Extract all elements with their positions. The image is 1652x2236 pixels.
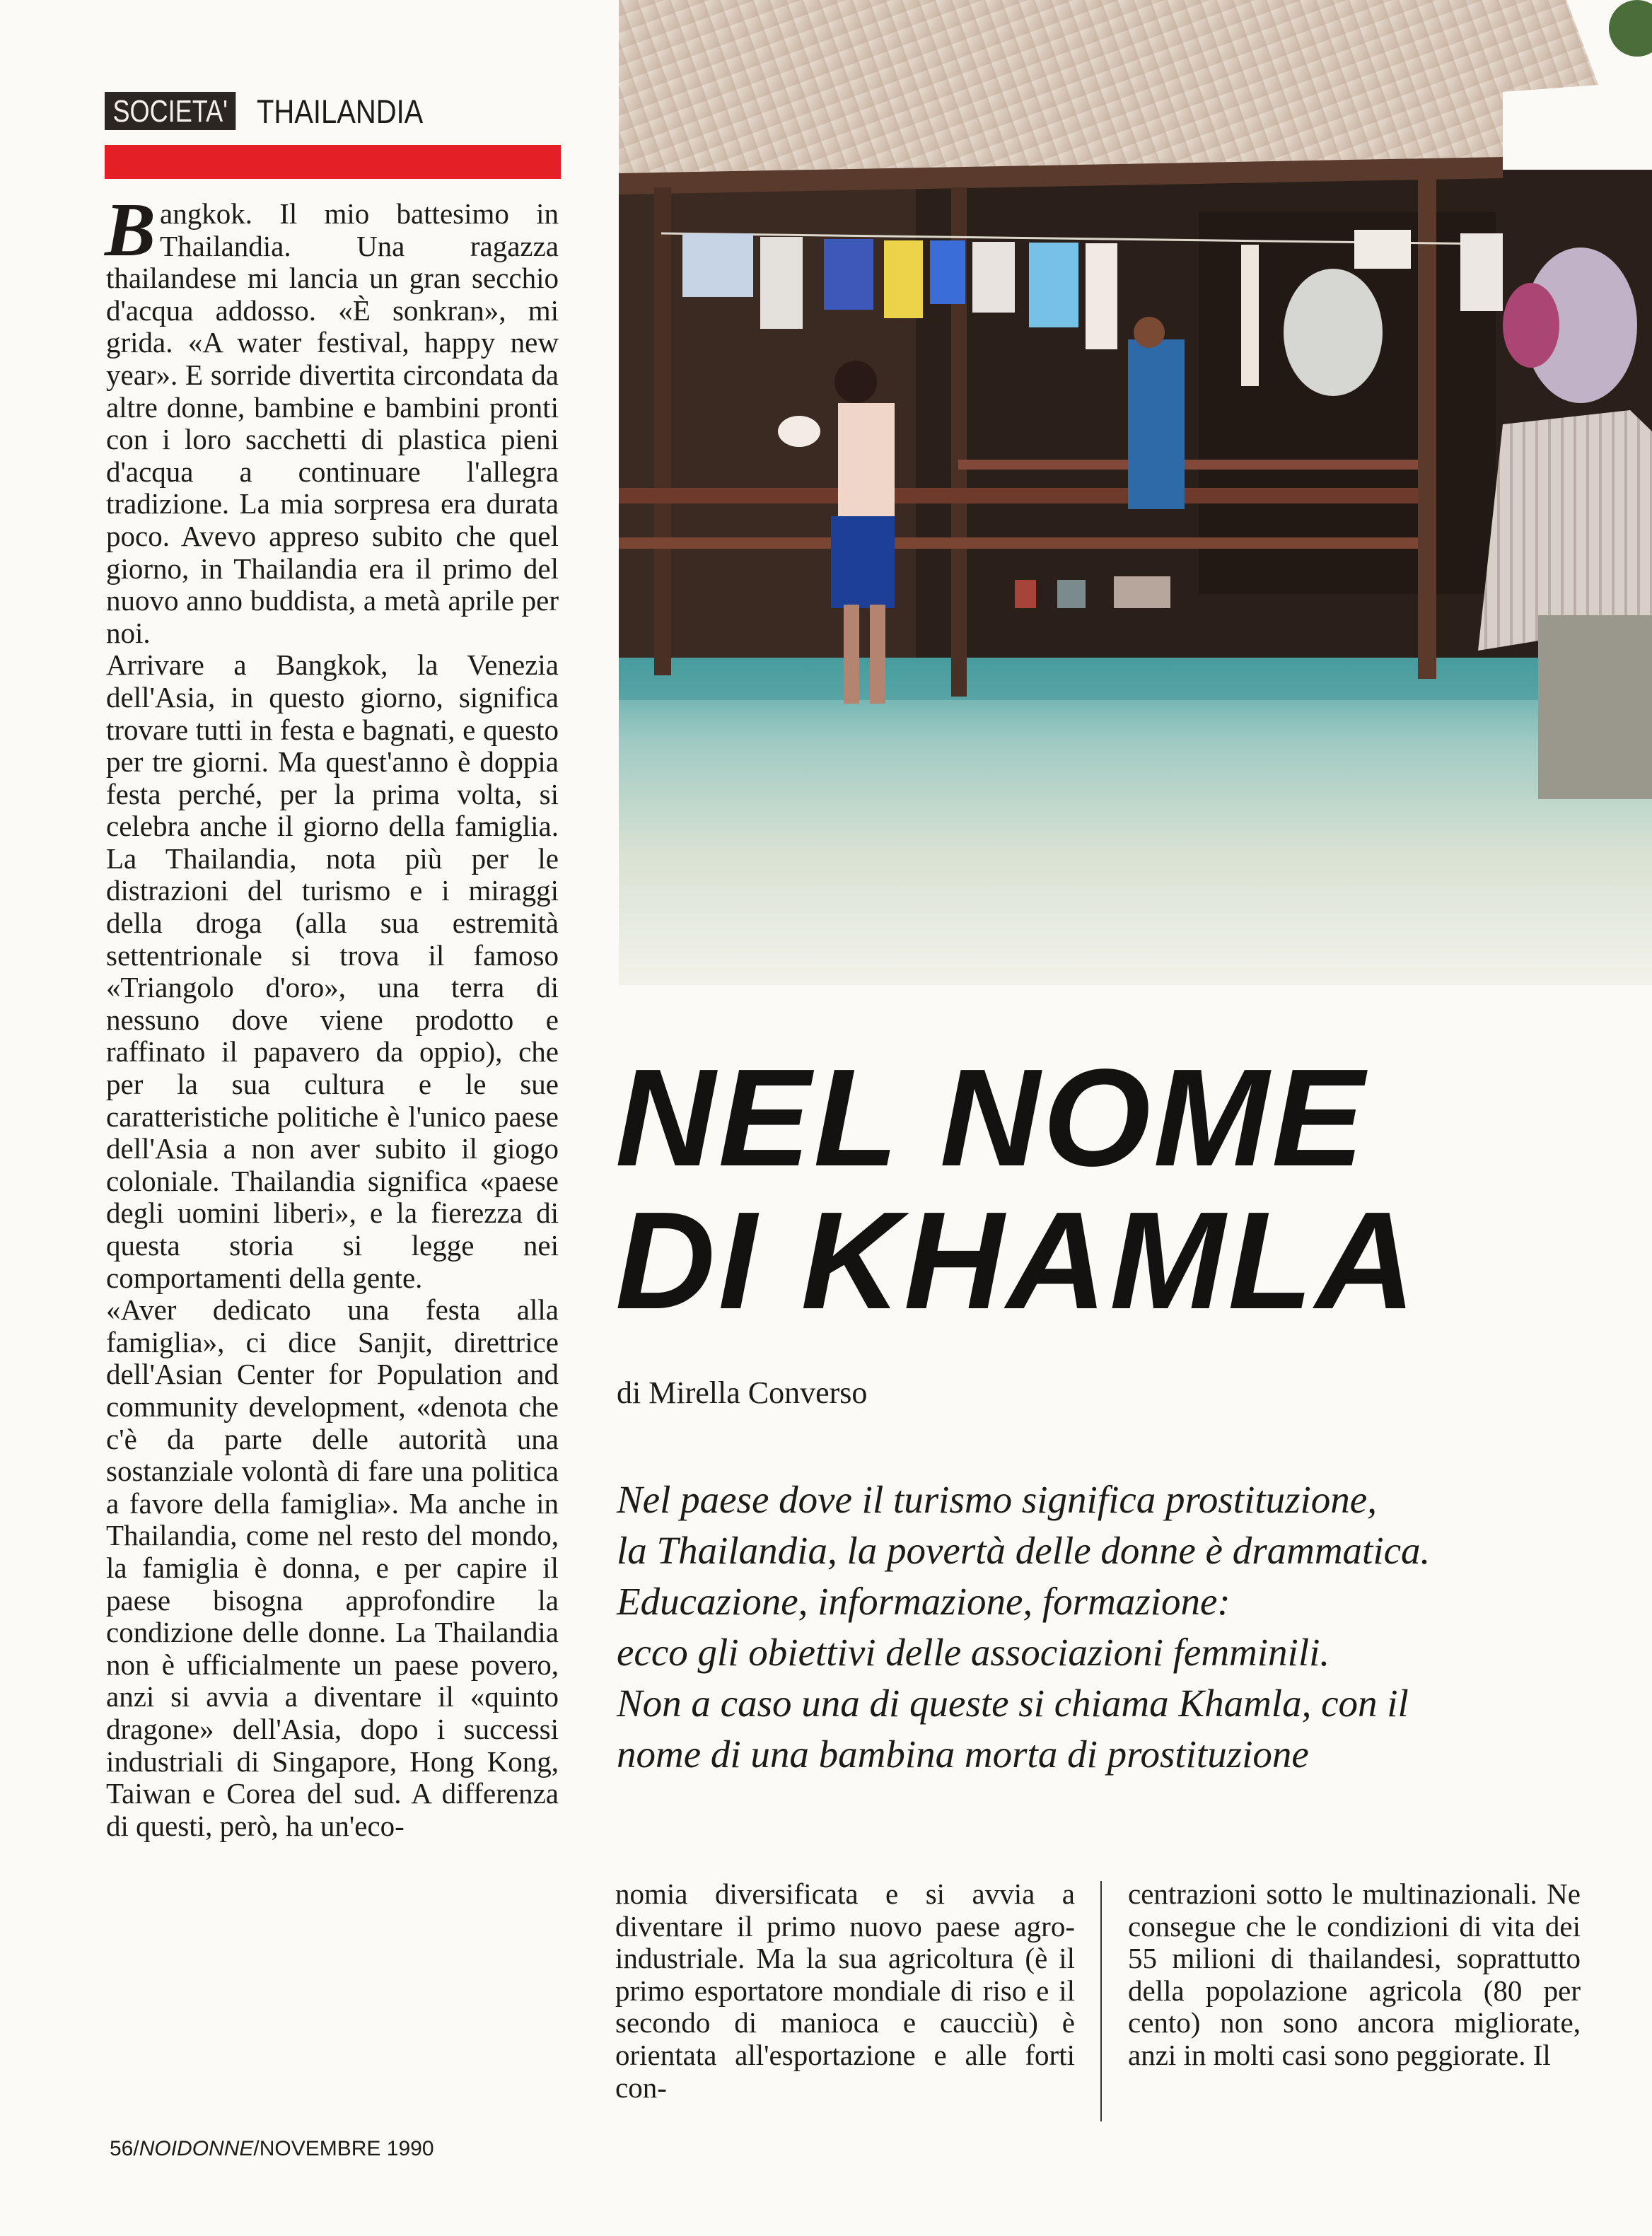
column-divider	[1100, 1881, 1102, 2121]
article-column-left	[105, 188, 559, 1842]
red-accent-bar	[105, 145, 561, 179]
lede-line: Educazione, informazione, formazione:	[617, 1580, 1231, 1623]
photo-stilt-house	[619, 0, 1652, 985]
paragraph-3: «Aver dedicato una festa alla famiglia», ci dice Sanjit, direttrice dell'Asian Center for Population and community development, «denota che c'è da parte delle autorità una sostanziale volontà di fare una politica a favore della famiglia». Ma anche in Thailandia, come nel resto del mondo, la famiglia è donna, e per capire il paese bisogna approfondire la condizione delle donne. La Thailandia non è ufficialmente un paese povero, anzi si avvia a diventare il «quinto dragone» dell'Asia, dopo i successi industriali di Singapore, Hong Kong, Taiwan e Corea del sud. A differenza di questi, però, ha un'eco-	[106, 1293, 559, 1842]
section-label: THAILANDIA	[257, 93, 424, 130]
drop-cap: B	[105, 188, 156, 272]
page-number: 56/	[110, 2137, 139, 2160]
page-footer	[110, 2137, 434, 2161]
headline	[615, 1040, 1535, 1338]
section-header	[105, 92, 561, 177]
lede	[617, 1474, 1607, 1780]
lede-line: Nel paese dove il turismo significa prostituzione,	[617, 1478, 1377, 1521]
issue-date: /NOVEMBRE 1990	[253, 2137, 434, 2160]
lede-line: la Thailandia, la povertà delle donne è drammatica.	[617, 1529, 1431, 1572]
article-column-middle: nomia diversificata e si avvia a diventare il primo nuovo paese agro-industriale. Ma la sua agricoltura (è il primo esportatore mondiale di riso e il secondo di manioca e caucciù) è orientata all'esportazione e alle forti con-	[615, 1877, 1075, 2104]
paragraph-2: Arrivare a Bangkok, la Venezia dell'Asia, in questo giorno, significa trovare tutti in festa e bagnati, e questo per tre giorni. Ma quest'anno è doppia festa perché, per la prima volta, si celebra anche il giorno della famiglia. La Thailandia, nota più per le distrazioni del turismo e i miraggi della droga (alla sua estremità settentrionale si trova il famoso «Triangolo d'oro», una terra di nessuno dove viene prodotto e raffinato il papavero da oppio), che per la sua cultura e le sue caratteristiche politiche è l'unico paese dell'Asia a non aver subito il giogo coloniale. Thailandia significa «paese degli uomini liberi», e la fierezza di questa storia si legge nei comportamenti della gente.	[106, 648, 559, 1294]
lede-line: nome di una bambina morta di prostituzione	[617, 1733, 1309, 1776]
paragraph-1: Bangkok. Il mio battesimo in Thailandia. Una ragazza thailandese mi lancia un gran secchio d'acqua addosso. «È sonkran», mi grida. «A water festival, happy new year». E sorride divertita circondata da altre donne, bambine e bambini pronti con i loro sacchetti di plastica pieni d'acqua a continuare l'allegra tradizione. La mia sorpresa era durata poco. Avevo appreso subito che quel giorno, in Thailandia era il primo del nuovo anno buddista, a metà aprile per noi.	[105, 188, 559, 649]
magazine-name: NOIDONNE	[139, 2137, 254, 2160]
lede-line: Non a caso una di queste si chiama Khamla, con il	[617, 1682, 1409, 1725]
section-tag: SOCIETA'	[105, 92, 236, 130]
byline: di Mirella Converso	[617, 1375, 868, 1410]
article-column-right: centrazioni sotto le multinazionali. Ne consegue che le condizioni di vita dei 55 milioni di thailandesi, soprattutto della popolazione agricola (80 per cento) non sono ancora migliorate, anzi in molti casi sono peggiorate. Il	[1128, 1877, 1581, 2071]
lede-line: ecco gli obiettivi delle associazioni femminili.	[617, 1631, 1330, 1674]
headline-line-2: DI KHAMLA	[615, 1183, 1419, 1338]
headline-line-1: NEL NOME	[615, 1040, 1367, 1195]
